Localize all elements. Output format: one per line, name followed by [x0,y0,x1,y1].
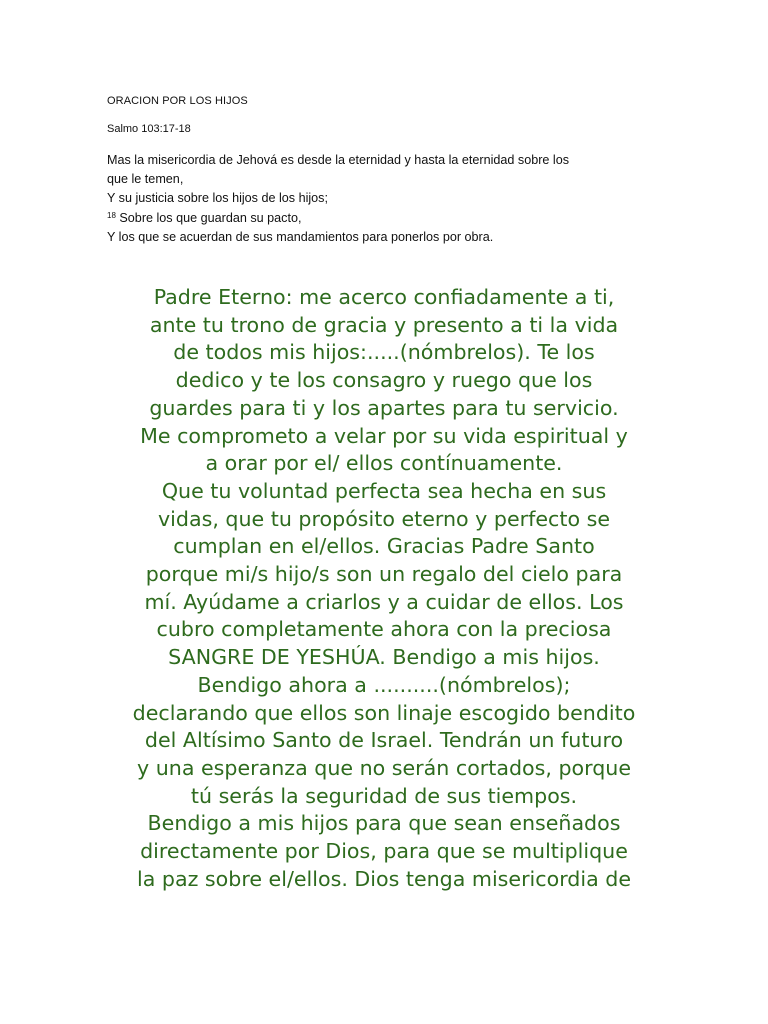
prayer-line: SANGRE DE YESHÚA. Bendigo a mis hijos. [168,645,600,670]
verse-line: que le temen, [107,172,184,187]
verse-line [107,209,667,228]
prayer-line: Bendigo ahora a ..........(nómbrelos); [197,672,571,697]
prayer-line: a orar por el/ ellos contínuamente. [205,451,563,476]
prayer-line: directamente por Dios, para que se multiplique [140,839,628,864]
verse-line: Y su justicia sobre los hijos de los hijos; [107,191,328,206]
verse-line-text: Sobre los que guardan su pacto, [115,210,302,225]
prayer-line: declarando que ellos son linaje escogido bendito [132,700,636,725]
prayer-line: guardes para ti y los apartes para tu servicio. [149,395,619,420]
prayer-line: Bendigo a mis hijos para que sean enseñados [147,811,621,836]
prayer-line: Me comprometo a velar por su vida espiritual y [140,423,628,448]
prayer-line: cubro completamente ahora con la preciosa [156,617,612,642]
prayer-line: la paz sobre el/ellos. Dios tenga misericordia de [136,866,632,891]
prayer-line: del Altísimo Santo de Israel. Tendrán un futuro [144,728,624,753]
prayer-line: ante tu trono de gracia y presento a ti la vida [149,312,619,337]
prayer-line: y una esperanza que no serán cortados, porque [136,755,632,780]
verse-line: Mas la misericordia de Jehová es desde la eternidad y hasta la eternidad sobre los [107,153,570,167]
prayer-line: porque mi/s hijo/s son un regalo del cielo para [145,562,623,587]
verse-line: Y los que se acuerdan de sus mandamientos para ponerlos por obra. [107,229,494,244]
scripture-verse [107,151,667,247]
prayer-line: tú serás la seguridad de sus tiempos. [190,783,578,808]
prayer-line: mí. Ayúdame a criarlos y a cuidar de ellos. Los [144,589,624,614]
prayer-line: de todos mis hijos:.....(nómbrelos). Te los [173,340,595,365]
prayer-line: Que tu voluntad perfecta sea hecha en sus [161,478,607,503]
prayer-text [94,284,674,893]
prayer-line: vidas, que tu propósito eterno y perfecto se [158,506,610,531]
document-title: ORACION POR LOS HIJOS [107,95,248,107]
prayer-line: Padre Eterno: me acerco confiadamente a ti, [153,285,615,309]
prayer-line: dedico y te los consagro y ruego que los [175,368,593,393]
verse-number: 18 [107,210,116,220]
prayer-line: cumplan en el/ellos. Gracias Padre Santo [173,534,595,559]
scripture-reference: Salmo 103:17-18 [107,123,191,135]
